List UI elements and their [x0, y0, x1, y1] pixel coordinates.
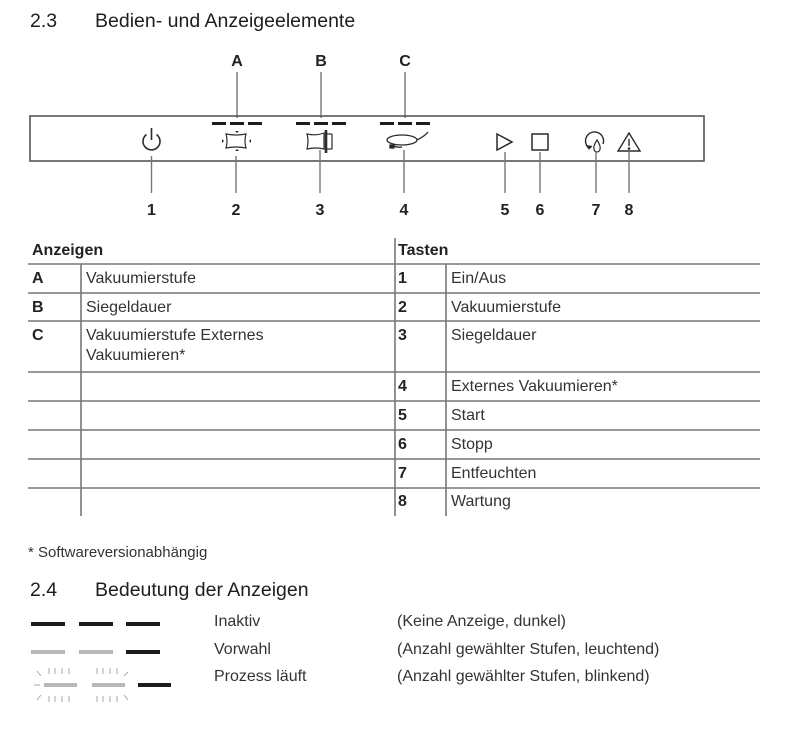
indicator-label-a: A [231, 53, 243, 70]
button-number-6: 6 [535, 202, 545, 219]
legend-state-running: Prozess läuft [214, 668, 307, 685]
vacuum-level-icon[interactable] [222, 131, 251, 151]
right-row-key: 3 [398, 327, 407, 344]
left-row-value: Vakuumierstufe Externes [86, 327, 264, 344]
dehumidify-icon[interactable] [586, 132, 604, 152]
footnote: * Softwareversionabhängig [28, 544, 208, 561]
indicator-segments-c [380, 122, 430, 125]
button-number-1: 1 [147, 202, 156, 219]
section-title: Bedien- und Anzeigeelemente [95, 10, 356, 32]
right-row-value: Externes Vakuumieren* [451, 378, 618, 395]
seal-duration-icon[interactable] [307, 130, 332, 153]
power-icon[interactable] [143, 128, 160, 150]
button-number-4: 4 [399, 202, 409, 219]
control-panel-diagram [0, 45, 800, 225]
warning-icon[interactable] [618, 133, 640, 151]
left-row-key: C [32, 327, 44, 344]
table-header-anzeigen: Anzeigen [32, 242, 104, 259]
section-number: 2.3 [30, 10, 58, 32]
right-row-value: Stopp [451, 436, 493, 453]
right-row-key: 7 [398, 465, 407, 482]
legend-desc-inactive: (Keine Anzeige, dunkel) [397, 613, 566, 630]
section-heading-2-3 [30, 10, 430, 34]
right-row-value: Ein/Aus [451, 270, 507, 287]
section-title: Bedeutung der Anzeigen [95, 579, 309, 601]
button-leader-lines [152, 150, 630, 193]
stop-icon[interactable] [532, 134, 548, 150]
right-row-key: 2 [398, 299, 407, 316]
legend-running-segments [34, 668, 171, 702]
right-row-key: 8 [398, 493, 407, 510]
left-row-key: A [32, 270, 44, 287]
right-row-key: 4 [398, 378, 407, 395]
legend-state-inactive: Inaktiv [214, 613, 261, 630]
left-row-value-line2: Vakuumieren* [86, 347, 186, 364]
left-row-value: Siegeldauer [86, 299, 172, 316]
indicator-segments-b [296, 122, 346, 125]
right-row-value: Vakuumierstufe [451, 299, 561, 316]
legend-desc-running: (Anzahl gewählter Stufen, blinkend) [397, 668, 650, 685]
button-number-8: 8 [624, 202, 634, 219]
button-number-7: 7 [591, 202, 601, 219]
left-row-value: Vakuumierstufe [86, 270, 196, 287]
right-row-value: Start [451, 407, 485, 424]
indicator-label-b: B [315, 53, 327, 70]
indicator-segments-a [212, 122, 262, 125]
legend-state-preselect: Vorwahl [214, 641, 271, 658]
right-row-value: Siegeldauer [451, 327, 537, 344]
legend-inactive-segments [31, 622, 160, 626]
button-number-3: 3 [315, 202, 325, 219]
indicator-legend-graphics [0, 610, 200, 705]
legend-desc-preselect: (Anzahl gewählter Stufen, leuchtend) [397, 641, 660, 658]
indicator-leader-lines [237, 72, 405, 118]
legend-preselect-segments [31, 650, 160, 654]
table-header-tasten: Tasten [398, 242, 449, 259]
right-row-key: 1 [398, 270, 407, 287]
section-number: 2.4 [30, 579, 58, 601]
left-row-key: B [32, 299, 44, 316]
button-number-5: 5 [500, 202, 510, 219]
button-number-2: 2 [231, 202, 241, 219]
right-row-value: Entfeuchten [451, 465, 537, 482]
right-row-key: 5 [398, 407, 407, 424]
external-vacuum-hose-icon[interactable] [387, 132, 428, 148]
indicator-label-c: C [399, 53, 411, 70]
section-heading-2-4 [30, 579, 430, 603]
right-row-key: 6 [398, 436, 407, 453]
right-row-value: Wartung [451, 493, 511, 510]
play-icon[interactable] [497, 134, 512, 150]
elements-table [28, 238, 760, 518]
